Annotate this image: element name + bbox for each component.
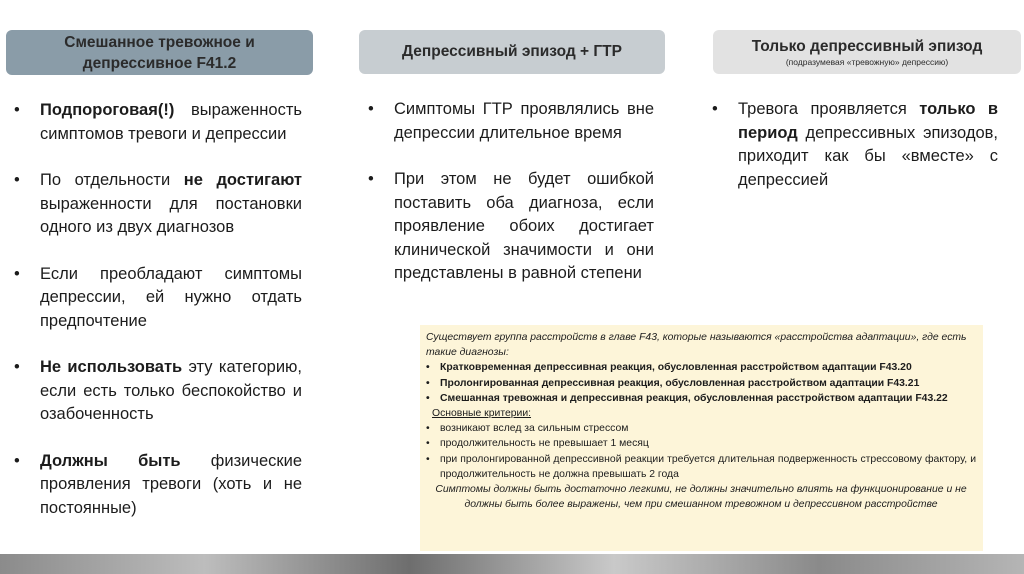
note-criterion: • возникают вслед за сильным стрессом [426,421,976,436]
header-mixed-line1: Смешанное тревожное и [64,33,255,51]
note-diagnosis: • Смешанная тревожная и депрессивная реакция, обусловленная расстройством адаптации F43.22 [426,391,976,406]
note-diagnoses-list [426,360,976,406]
list-item-text: По отдельности [40,171,184,189]
adaptation-disorders-note [420,325,983,551]
column-depressive-gad-list [368,98,654,309]
list-item-text: Если преобладают симптомы депрессии, ей нужно отдать предпочтение [40,264,302,330]
header-only-depressive-title: Только депрессивный эпизод [751,37,983,55]
note-criteria-title: Основные критерии: [432,408,532,420]
list-item-text: Тревога проявляется [738,100,920,118]
list-item-bold: не достигают [183,171,302,189]
list-item-bold: Подпороговая(!) [40,101,175,119]
header-only-depressive-episode [713,30,1021,74]
header-mixed-line2: депрессивное F41.2 [82,54,237,72]
header-only-depressive-subtitle: (подразумевая «тревожную» депрессию) [785,56,949,67]
list-item [14,450,302,521]
note-criteria-list [426,421,976,482]
note-footer: Симптомы должны быть достаточно легкими, не должны значительно влиять на функционирование и не должны быть более выражены, чем при смешанном тревожном и депрессивном расстройстве [435,484,967,511]
list-item-text: депрессивных эпизодов, приходит как бы «вместе» с депрессией [738,123,998,189]
list-item [14,356,302,427]
list-item-text: выраженности для постановки одного из двух диагнозов [40,194,302,236]
header-mixed-anxiety-depressive [6,30,313,75]
list-item-text: эту категорию, если есть только беспокойство и озабоченность [40,358,302,423]
list-item-bold: Должны быть [40,451,181,470]
note-criterion: • продолжительность не превышает 1 месяц [426,436,976,451]
list-item: • Симптомы ГТР проявлялись вне депрессии длительное время [368,98,654,145]
header-depressive-gad-title: Депрессивный эпизод + ГТР [402,43,622,60]
list-item [712,98,998,192]
list-item-bold: Не использовать [40,358,183,376]
note-intro: Существует группа расстройств в главе F43, которые называются «расстройства адаптации», где есть такие диагнозы: [426,332,967,359]
list-item-text: физические проявления тревоги (хоть и не постоянные) [40,451,302,517]
note-criterion: • при пролонгированной депрессивной реакции требуется длительная подверженность стрессовому фактору, и продолжительность не должна превышать 2 года [426,452,976,482]
list-item: • При этом не будет ошибкой поставить оба диагноза, если проявление обоих достигает клинической значимости и они представлены в равной степени [368,168,654,286]
note-diagnosis: • Пролонгированная депрессивная реакция, обусловленная расстройством адаптации F43.21 [426,376,976,391]
note-diagnosis: • Кратковременная депрессивная реакция, обусловленная расстройством адаптации F43.20 [426,360,976,375]
list-item [14,99,302,146]
list-item [14,169,302,240]
column-only-depressive-list [712,98,998,192]
list-item [14,263,302,334]
list-item-bold: только в период [738,100,998,142]
decorative-bottom-strip [0,554,1024,574]
column-mixed-list [14,99,302,543]
list-item-text: выраженность симптомов тревоги и депрессии [40,101,302,143]
header-depressive-episode-gad [359,30,665,74]
